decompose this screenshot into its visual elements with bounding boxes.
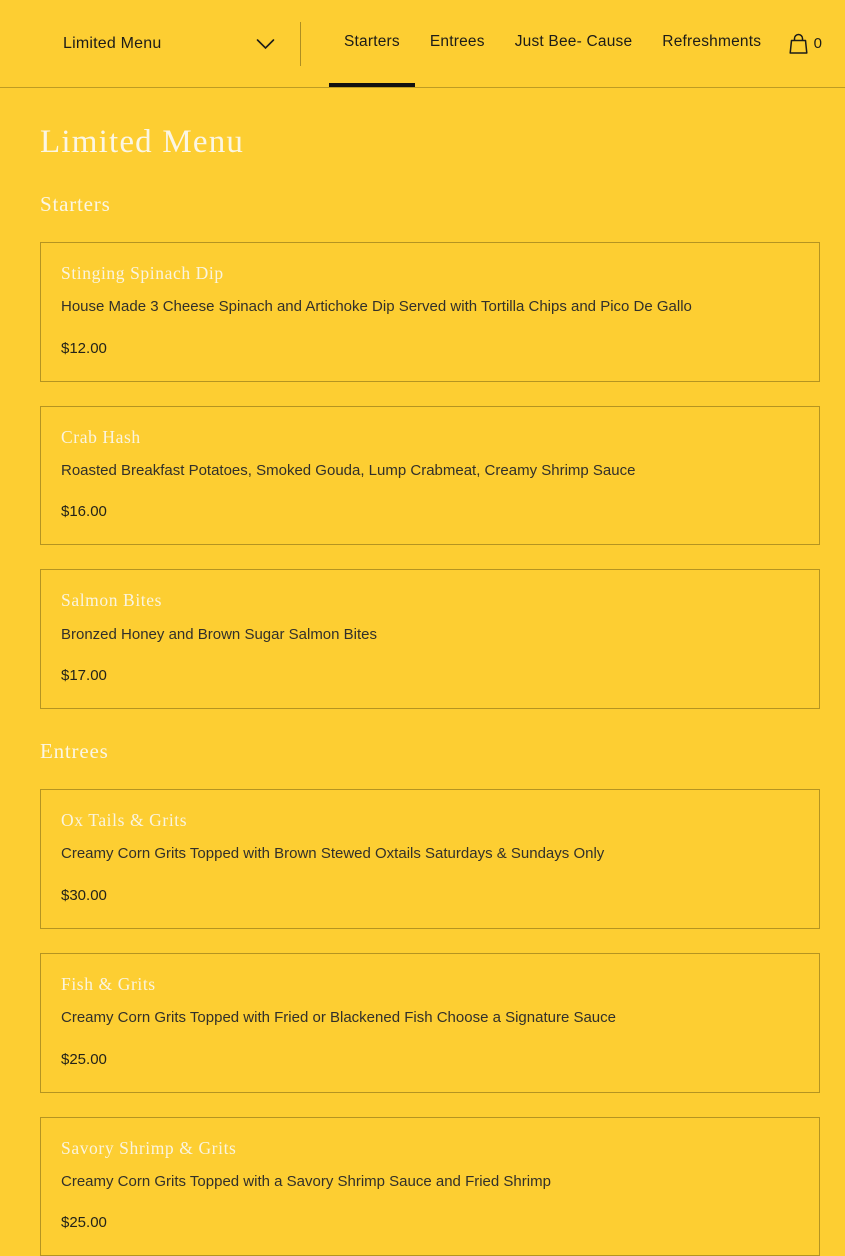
menu-item-card[interactable] [40,953,820,1093]
menu-dropdown[interactable] [40,0,275,87]
item-name: Salmon Bites [61,590,163,611]
item-description: House Made 3 Cheese Spinach and Artichoke Dip Served with Tortilla Chips and Pico De Gallo [61,298,692,315]
section-tabs [329,0,776,87]
section-heading-starters: Starters [40,191,111,216]
menu-dropdown-label: Limited Menu [63,34,162,52]
menu-item-card[interactable] [40,406,820,546]
item-description: Creamy Corn Grits Topped with a Savory Shrimp Sauce and Fried Shrimp [61,1172,551,1190]
page-title: Limited Menu [40,124,245,160]
item-name: Ox Tails & Grits [61,810,188,831]
starters-card-list [40,242,820,709]
tab-refreshments[interactable]: Refreshments [662,32,762,50]
item-name: Stinging Spinach Dip [61,262,224,283]
entrees-card-list [40,789,820,1256]
tab-just-bee-cause[interactable]: Just Bee- Cause [514,32,633,50]
menu-item-card[interactable] [40,789,820,929]
section-heading-entrees: Entrees [40,739,109,763]
item-price: $12.00 [61,339,107,357]
item-description: Bronzed Honey and Brown Sugar Salmon Bites [61,625,378,643]
menu-item-card[interactable] [40,569,820,709]
chevron-down-icon [256,38,275,50]
shopping-bag-icon [787,32,810,56]
item-description: Creamy Corn Grits Topped with Fried or Blackened Fish Choose a Signature Sauce [61,1009,616,1027]
item-name: Crab Hash [61,426,141,447]
item-description: Creamy Corn Grits Topped with Brown Stewed Oxtails Saturdays & Sundays Only [61,845,605,863]
item-price: $17.00 [61,667,107,684]
menu-header [0,0,845,88]
item-name: Savory Shrimp & Grits [61,1137,237,1158]
item-price: $30.00 [61,886,107,904]
menu-item-card[interactable] [40,1117,820,1256]
menu-page [0,124,845,1256]
item-name: Fish & Grits [61,973,156,994]
menu-item-card[interactable] [40,242,820,382]
tab-starters[interactable]: Starters [329,0,415,87]
cart-button[interactable] [787,0,822,87]
item-price: $16.00 [61,503,107,521]
item-price: $25.00 [61,1050,107,1068]
header-divider [300,22,301,66]
item-description: Roasted Breakfast Potatoes, Smoked Gouda, Lump Crabmeat, Creamy Shrimp Sauce [61,461,636,479]
cart-count: 0 [813,35,822,52]
tab-entrees[interactable]: Entrees [429,32,485,50]
item-price: $25.00 [61,1214,107,1232]
